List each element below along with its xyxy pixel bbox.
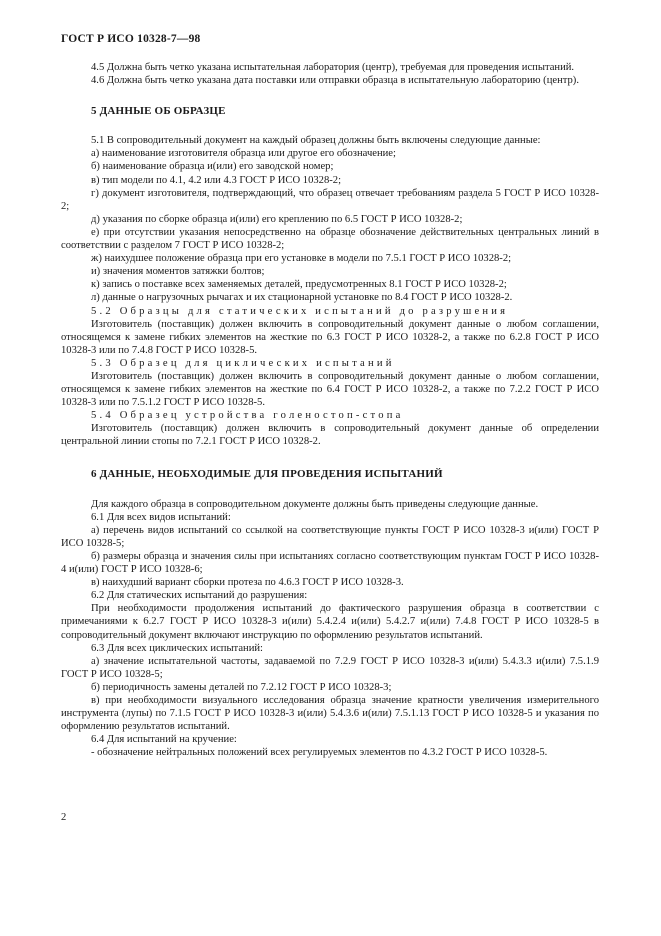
paragraph: 4.6 Должна быть четко указана дата поставки или отправки образца в испытательную лабораторию (центр).	[91, 75, 579, 87]
list-item: г) документ изготовителя, подтверждающий, что образец отвечает требованиям раздела 5 ГОСТ Р ИСО 10328-2;	[61, 187, 599, 212]
list-item: л) данные о нагрузочных рычагах и их стационарной установке по 8.4 ГОСТ Р ИСО 10328-2.	[91, 292, 513, 304]
document-header: ГОСТ Р ИСО 10328-7—98	[61, 33, 201, 45]
list-item: - обозначение нейтральных положений всех регулируемых элементов по 4.3.2 ГОСТ Р ИСО 10328-5.	[91, 747, 548, 759]
section-heading: 5 ДАННЫЕ ОБ ОБРАЗЦЕ	[91, 105, 226, 118]
paragraph: 6.3 Для всех циклических испытаний:	[91, 642, 263, 654]
list-item: б) размеры образца и значения силы при испытаниях согласно соответствующим пунктам ГОСТ Р ИСО 10328-4 и(или) ГОСТ Р ИСО 10328-6;	[61, 551, 599, 576]
paragraph: 4.5 Должна быть четко указана испытательная лаборатория (центр), требуемая для проведения испытаний.	[91, 62, 575, 73]
paragraph: Изготовитель (поставщик) должен включить в сопроводительный документ данные о любом соглашении, относящемся к замене гибких элементов на жесткие по 6.4 ГОСТ Р ИСО 10328-2, а также по 7.2.2 ГОСТ Р ИСО 10328-3 или по 7.5.1.2 ГОСТ Р ИСО 10328-5.	[61, 370, 599, 409]
list-item: и) значения моментов затяжки болтов;	[91, 266, 265, 278]
paragraph: Изготовитель (поставщик) должен включить в сопроводительный документ данные об определении центральной линии стопы по 7.2.1 ГОСТ Р ИСО 10328-2.	[61, 423, 599, 448]
subsection-heading: 5.3 Образец для циклических испытаний	[91, 357, 395, 369]
list-item: е) при отсутствии указания непосредственно на образце обозначение действительных центральных линий в соответствии с разделом 7 ГОСТ Р ИСО 10328-2;	[61, 226, 599, 252]
paragraph: Для каждого образца в сопроводительном документе должны быть приведены следующие данные.	[91, 498, 539, 510]
list-item: а) перечень видов испытаний со ссылкой на соответствующие пункты ГОСТ Р ИСО 10328-3 и(или) ГОСТ Р ИСО 10328-5;	[61, 524, 599, 549]
paragraph: 5.1 В сопроводительный документ на каждый образец должны быть включены следующие данные:	[91, 135, 541, 147]
list-item: а) наименование изготовителя образца или другое его обозначение;	[91, 148, 396, 160]
list-item: к) запись о поставке всех заменяемых деталей, предусмотренных 8.1 ГОСТ Р ИСО 10328-2;	[91, 279, 507, 291]
list-item: б) наименование образца и(или) его заводской номер;	[91, 161, 334, 173]
list-item: в) тип модели по 4.1, 4.2 или 4.3 ГОСТ Р ИСО 10328-2;	[91, 174, 342, 186]
paragraph: 6.1 Для всех видов испытаний:	[91, 511, 231, 523]
list-item: ж) наихудшее положение образца при его установке в модели по 7.5.1 ГОСТ Р ИСО 10328-2;	[91, 253, 512, 265]
list-item: б) периодичность замены деталей по 7.2.12 ГОСТ Р ИСО 10328-3;	[91, 681, 392, 693]
paragraph: Изготовитель (поставщик) должен включить в сопроводительный документ данные о любом соглашении, относящемся к замене гибких элементов на жесткие по 6.3 ГОСТ Р ИСО 10328-2, а также по 6.2.8 ГОСТ Р ИСО 10328-3 или по 7.4.8 ГОСТ Р ИСО 10328-5.	[61, 318, 599, 356]
paragraph: 6.2 Для статических испытаний до разрушения:	[91, 590, 308, 602]
list-item: в) наихудший вариант сборки протеза по 4.6.3 ГОСТ Р ИСО 10328-3.	[91, 577, 404, 589]
paragraph: 6.4 Для испытаний на кручение:	[91, 734, 237, 746]
subsection-heading: 5.2 Образцы для статических испытаний до разрушения	[91, 305, 509, 317]
list-item: д) указания по сборке образца и(или) его креплению по 6.5 ГОСТ Р ИСО 10328-2;	[91, 213, 463, 225]
section-heading: 6 ДАННЫЕ, НЕОБХОДИМЫЕ ДЛЯ ПРОВЕДЕНИЯ ИСПЫТАНИЙ	[91, 467, 443, 480]
document-body	[61, 61, 599, 760]
page-number: 2	[61, 812, 67, 823]
list-item: а) значение испытательной частоты, задаваемой по 7.2.9 ГОСТ Р ИСО 10328-3 и(или) 5.4.3.3 и(или) 7.5.1.9 ГОСТ Р ИСО 10328-5;	[61, 655, 599, 680]
subsection-heading: 5.4 Образец устройства голеностоп-стопа	[91, 410, 404, 422]
paragraph: При необходимости продолжения испытаний до фактического разрушения образца в соответствии с примечаниями к 6.2.7 ГОСТ Р ИСО 10328-3 и(или) 5.4.2.4 и(или) 5.4.2.7 и(или) 7.4.8 ГОСТ Р ИСО 10328-5 в сопроводительный документ включают инструкцию по оформлению результатов испытаний.	[61, 603, 599, 641]
list-item: в) при необходимости визуального исследования образца значение кратности увеличения измерительного инструмента (лупы) по 7.1.5 ГОСТ Р ИСО 10328-3 и(или) 5.4.3.6 и(или) 7.5.1.13 ГОСТ Р ИСО 10328-5 и указания по оформлению результатов испытаний.	[61, 695, 599, 733]
